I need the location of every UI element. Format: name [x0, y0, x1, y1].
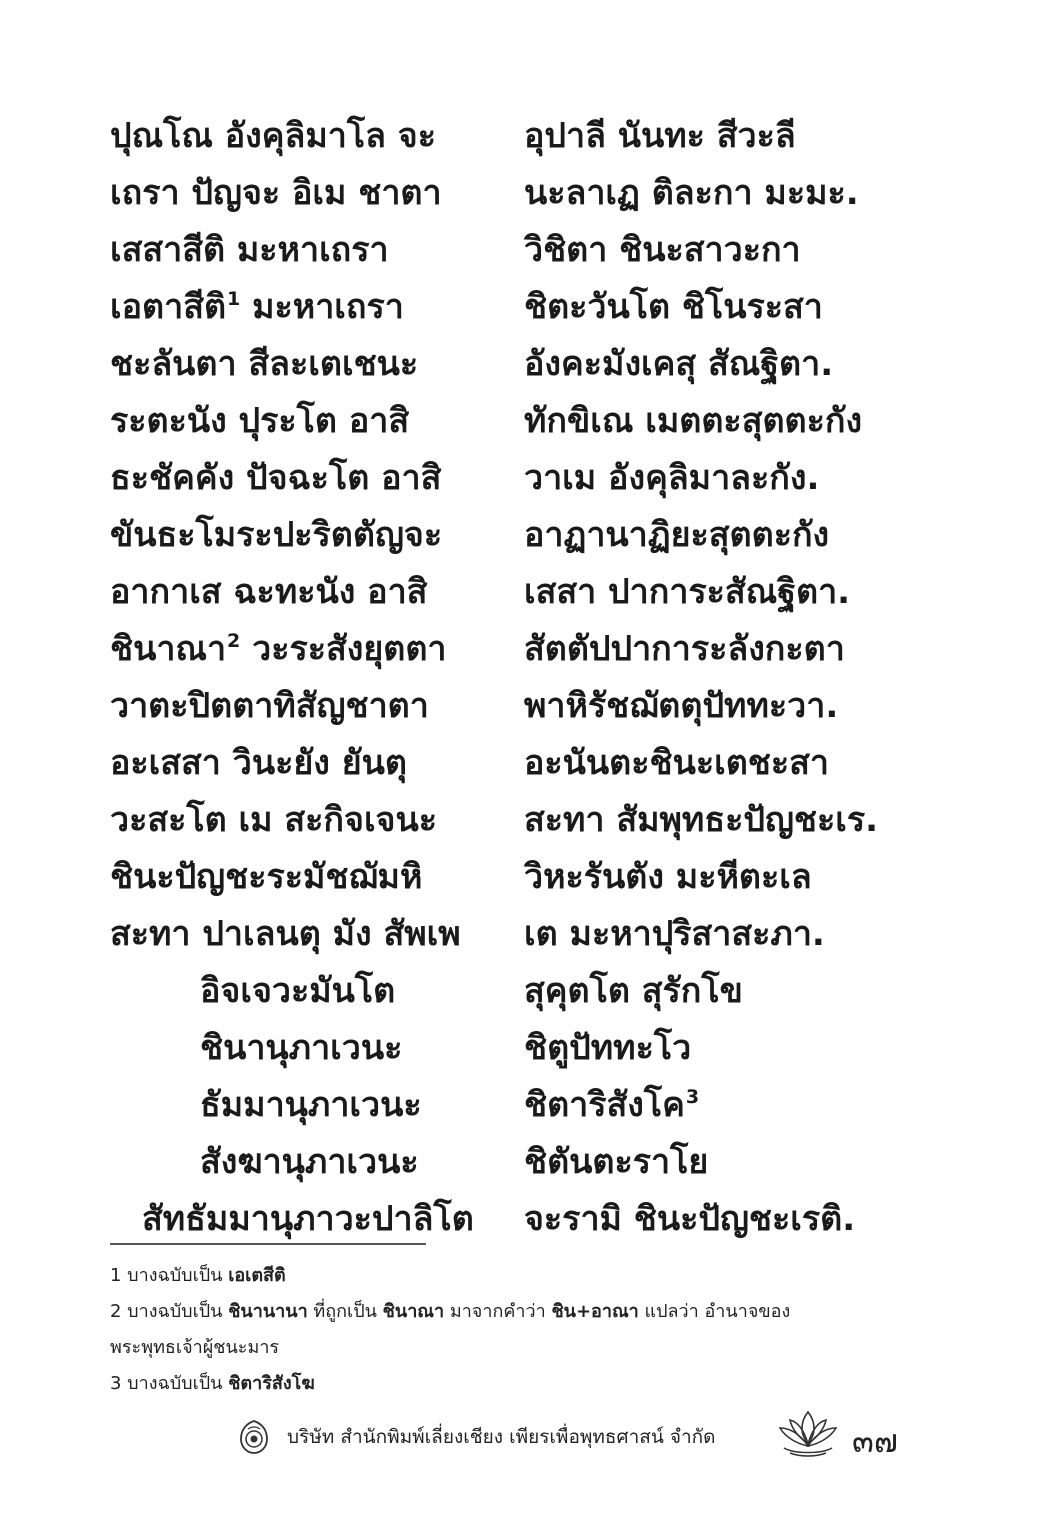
- verse-text: ชินาณา: [110, 629, 227, 669]
- verse-line: [524, 678, 838, 735]
- verse-line: [524, 222, 801, 279]
- verse-line: [524, 963, 743, 1020]
- verse-line: [524, 849, 812, 906]
- verse-line: [200, 1020, 402, 1077]
- verse-line: [110, 336, 418, 393]
- verse-text: ชิตาริสังโค: [524, 1085, 685, 1125]
- footnote-text: แปลว่า อำนาจของ: [638, 1301, 791, 1322]
- verse-text: ชิตูปัททะโว: [524, 1028, 692, 1068]
- footnote-term: ชิน+อาณา: [551, 1301, 639, 1322]
- footnote-text: 3 บางฉบับเป็น: [110, 1373, 229, 1394]
- verse-line: [110, 222, 389, 279]
- footnote-marker: 2: [227, 630, 241, 652]
- verse-line: [142, 1191, 474, 1248]
- verse-text: ชะลันตา สีละเตเชนะ: [110, 344, 419, 384]
- verse-text: วิหะรันตัง มะหีตะเล: [524, 857, 812, 897]
- verse-text: สัตตัปปาการะลังกะตา: [524, 629, 845, 669]
- lotus-icon: [778, 1408, 838, 1458]
- verse-text: สุคุตโต สุรักโข: [524, 971, 743, 1011]
- verse-line: [110, 621, 447, 678]
- verse-line: [524, 792, 878, 849]
- footnote-text: ที่ถูกเป็น: [307, 1301, 383, 1322]
- verse-line: [110, 792, 437, 849]
- verse-text: เถรา ปัญจะ อิเม ชาตา: [110, 173, 442, 213]
- verse-text: ทักขิเณ เมตตะสุตตะกัง: [524, 401, 863, 441]
- verse-line: [524, 393, 862, 450]
- verse-text: ธะชัคคัง ปัจฉะโต อาสิ: [110, 458, 442, 498]
- footnote-divider: [110, 1243, 426, 1245]
- verse-line: [110, 735, 407, 792]
- verse-text: ชินะปัญชะระมัชฌัมหิ: [110, 857, 423, 897]
- verse-text: สังฆานุภาเวนะ: [200, 1142, 419, 1182]
- verse-text: เต มะหาปุริสาสะภา.: [524, 914, 825, 954]
- verse-line: [524, 450, 819, 507]
- verse-text: ขันธะโมระปะริตตัญจะ: [110, 515, 443, 555]
- verse-text: จะรามิ ชินะปัญชะเรติ.: [524, 1199, 856, 1239]
- verse-line: [524, 165, 859, 222]
- verse-text: ธัมมานุภาเวนะ: [200, 1085, 422, 1125]
- verse-line: [524, 735, 829, 792]
- verse-line: [110, 906, 461, 963]
- verse-text: เสสาสีติ มะหาเถรา: [110, 230, 389, 270]
- verse-text: ชิตันตะราโย: [524, 1142, 709, 1182]
- verse-line: [110, 393, 409, 450]
- footnote-text: 1 บางฉบับเป็น: [110, 1265, 229, 1286]
- verse-line: [200, 1077, 422, 1134]
- footnote-text: มาจากคำว่า: [444, 1301, 552, 1322]
- verse-line: [524, 1191, 855, 1248]
- verse-line: [110, 450, 441, 507]
- verse-text: ชิตะวันโต ชิโนระสา: [524, 287, 823, 327]
- verse-text: สะทา ปาเลนตุ มัง สัพเพ: [110, 914, 461, 954]
- verse-line: [524, 1020, 691, 1077]
- verse-line: [524, 279, 823, 336]
- page-footer: [0, 1408, 1047, 1468]
- verse-text: ชินานุภาเวนะ: [200, 1028, 403, 1068]
- verse-text: วาตะปิตตาทิสัญชาตา: [110, 686, 429, 726]
- verse-text: อะเสสา วินะยัง ยันตุ: [110, 743, 407, 783]
- verse-line: [110, 108, 436, 165]
- verse-line: [110, 564, 427, 621]
- verse-text: วะสะโต เม สะกิจเจนะ: [110, 800, 437, 840]
- verse-text: อากาเส ฉะทะนัง อาสิ: [110, 572, 428, 612]
- footnotes: [110, 1258, 910, 1402]
- page-number: ๓๗: [852, 1422, 898, 1460]
- footnote-term: เอเตสีติ: [228, 1265, 286, 1286]
- footnote-term: ชินานานา: [228, 1301, 308, 1322]
- verse-text: วะระสังยุตตา: [240, 629, 447, 669]
- verse-line: [524, 507, 829, 564]
- footnote-line: [110, 1258, 910, 1294]
- verse-text: พาหิรัชฌัตตุปัททะวา.: [524, 686, 839, 726]
- footnote-line: [110, 1330, 910, 1366]
- verse-text: ปุณโณ อังคุลิมาโล จะ: [110, 116, 436, 156]
- verse-line: [524, 336, 833, 393]
- verse-text: มะหาเถรา: [240, 287, 404, 327]
- verse-line: [110, 678, 429, 735]
- verse-line: [524, 108, 796, 165]
- verse-text: อิจเจวะมันโต: [200, 971, 396, 1011]
- verse-line: [524, 564, 850, 621]
- verse-text: เอตาสีติ: [110, 287, 227, 327]
- verse-text: อุปาลี นันทะ สีวะลี: [524, 116, 796, 156]
- publisher-seal-icon: [239, 1420, 269, 1454]
- verse-text: อาฏานาฏิยะสุตตะกัง: [524, 515, 830, 555]
- verse-line: [110, 507, 442, 564]
- verse-line: [200, 1134, 419, 1191]
- verse-text: สะทา สัมพุทธะปัญชะเร.: [524, 800, 879, 840]
- verse-line: [524, 906, 825, 963]
- verse-line: [200, 963, 395, 1020]
- footnote-text: พระพุทธเจ้าผู้ชนะมาร: [110, 1337, 280, 1358]
- footnote-term: ชินาณา: [382, 1301, 445, 1322]
- footnote-term: ชิตาริสังโฆ: [228, 1373, 315, 1394]
- verse-line: [524, 1077, 699, 1134]
- publisher-name: บริษัท สำนักพิมพ์เลี่ยงเชียง เพียรเพื่อพุทธศาสน์ จำกัด: [287, 1426, 716, 1448]
- footnote-text: 2 บางฉบับเป็น: [110, 1301, 229, 1322]
- verse-text: วิชิตา ชินะสาวะกา: [524, 230, 801, 270]
- verse-text: นะลาเฏ ติละกา มะมะ.: [524, 173, 859, 213]
- verse-line: [110, 279, 404, 336]
- verse-line: [524, 621, 845, 678]
- footnote-marker: 3: [685, 1086, 700, 1108]
- verse-text: วาเม อังคุลิมาละกัง.: [524, 458, 820, 498]
- verse-line: [110, 849, 422, 906]
- verse-text: อังคะมังเคสุ สัณฐิตา.: [524, 344, 834, 384]
- footnote-marker: 1: [227, 288, 241, 310]
- verse-text: ระตะนัง ปุระโต อาสิ: [110, 401, 410, 441]
- footnote-line: [110, 1366, 910, 1402]
- verse-line: [110, 165, 442, 222]
- verse-text: อะนันตะชินะเตชะสา: [524, 743, 829, 783]
- footnote-line: [110, 1294, 910, 1330]
- verse-text: สัทธัมมานุภาวะปาลิโต: [142, 1199, 474, 1239]
- verse-line: [524, 1134, 708, 1191]
- verse-text: เสสา ปาการะสัณฐิตา.: [524, 572, 851, 612]
